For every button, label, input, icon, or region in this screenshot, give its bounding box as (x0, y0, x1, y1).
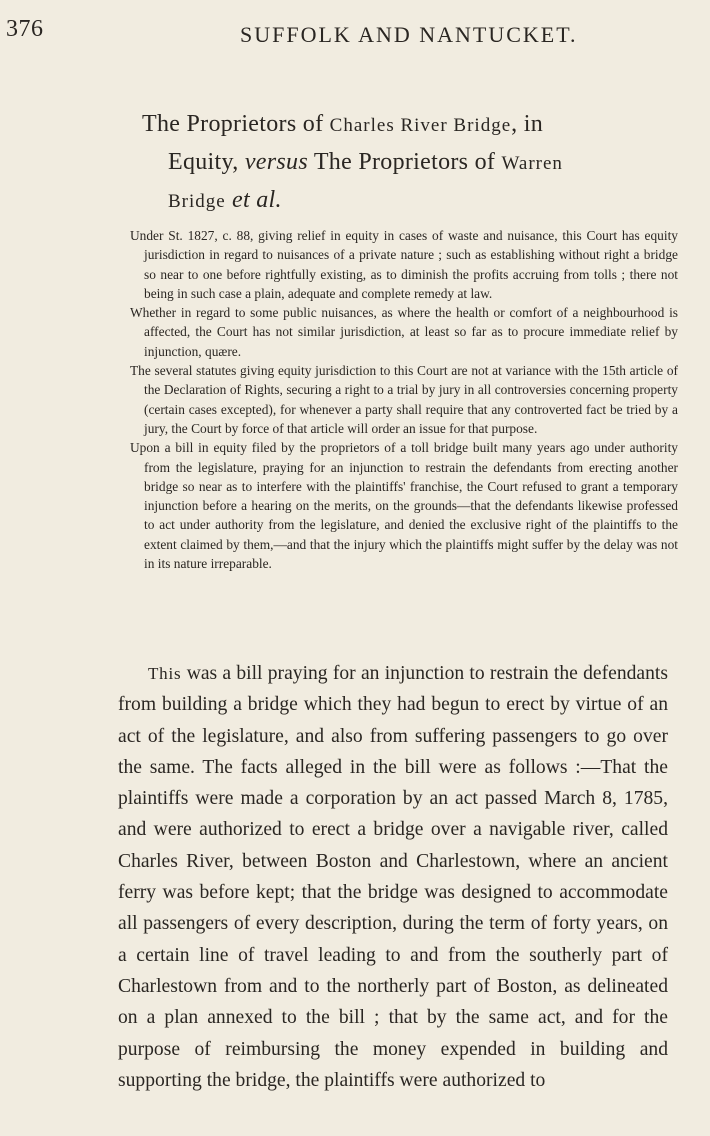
title-text: Equity, (168, 149, 245, 175)
headnote: Under St. 1827, c. 88, giving relief in equity in cases of waste and nuisance, this Court has equity jurisdiction in regard to nuisances of a private nature ; such as establishing without right a bridge so near to one before rightfully existing, as to diminish the profits accruing from tolls ; there not being in such case a plain, adequate and complete remedy at law. (130, 228, 678, 301)
body-paragraph (118, 658, 668, 1096)
body-text: was a bill praying for an injunction to restrain the defendants from building a bridge which they had begun to erect by virtue of an act of the legislature, and also from suffering passengers to go over the same. The facts alleged in the bill were as follows :—That the plaintiffs were made a corporation by an act passed March 8, 1785, and were authorized to erect a bridge over a navigable river, called Charles River, between Boston and Charlestown, where an ancient ferry was before kept; that the bridge was designed to accommodate all passengers of every description, during the term of forty years, on a certain line of travel leading to and from the southerly part of Charlestown from and to the northerly part of Boston, as delineated on a plan annexed to the bill ; that by the same act, and for the purpose of reimbursing the money expended in building and supporting the bridge, the plaintiffs were authorized to (118, 663, 668, 1091)
opinion-body (118, 658, 668, 1096)
title-text: The Proprietors of (307, 149, 502, 175)
plaintiff-name: Charles River Bridge (329, 115, 512, 136)
case-title-line2 (142, 144, 662, 182)
case-title-line1 (142, 111, 543, 137)
headnote: Upon a bill in equity filed by the proprietors of a toll bridge built many years ago under authority from the legislature, praying for an injunction to restrain the defendants from erecting another bridge so near as to interfere with the plaintiffs' franchise, the Court refused to grant a temporary injunction before a hearing on the merits, on the grounds—that the defendants likewise professed to act under authority from the legislature, and denied the exclusive right of the plaintiffs to the extent claimed by them,—and that the injury which the plaintiffs might suffer by the delay was not in its nature irreparable. (130, 440, 678, 572)
defendant-name: Warren (501, 153, 563, 174)
case-title (142, 106, 662, 220)
defendant-name: Bridge (168, 191, 226, 212)
headnote: The several statutes giving equity jurisdiction to this Court are not at variance with the 15th article of the Declaration of Rights, securing a right to a trial by jury in all controversies concerning property (certain cases excepted), for whenever a party shall require that any controverted fact be tried by a jury, the Court by force of that article will order an issue for that purpose. (130, 363, 678, 436)
headnote: Whether in regard to some public nuisances, as where the health or comfort of a neighbourhood is affected, the Court has not similar jurisdiction, at least so far as to procure immediate relief by injunction, quære. (130, 305, 678, 359)
title-text: , in (511, 111, 544, 137)
title-text: The Proprietors of (142, 111, 330, 137)
versus-text: versus (244, 149, 308, 175)
case-title-line3 (142, 182, 662, 220)
page-number: 376 (6, 16, 44, 42)
headnotes (130, 226, 678, 573)
running-title: SUFFOLK AND NANTUCKET. (240, 22, 578, 47)
lead-word: This (148, 664, 182, 683)
et-al-text: et al. (225, 187, 282, 213)
